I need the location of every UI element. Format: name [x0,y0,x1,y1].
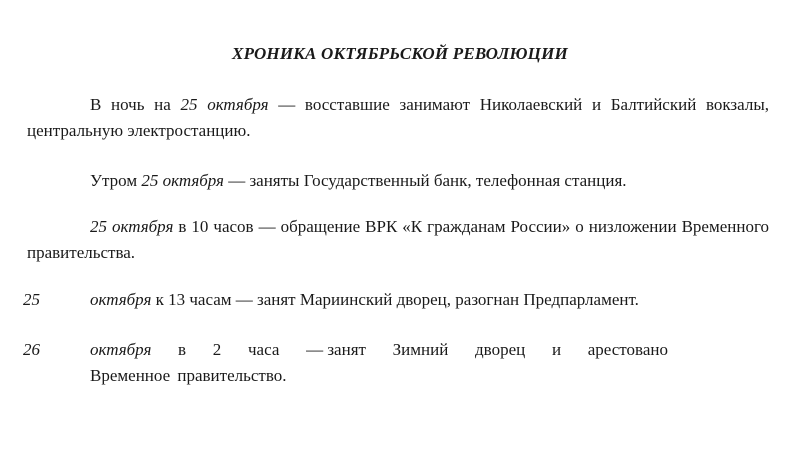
entry-5-word: 2 [212,340,222,359]
chronicle-entry-4 [0,287,800,313]
paragraph-1-date: 25 октября [180,95,269,114]
entry-4-month: октября [90,290,152,309]
entry-5-word: дворец [475,340,526,359]
paragraph-1-lead: В ночь на [90,95,181,114]
entry-5-line-1 [90,337,668,363]
paragraph-2-text: — заняты Государственный банк, телефонная станция. [223,171,627,190]
entry-5-word: арестовано [587,340,668,359]
entry-4-body [90,287,639,313]
document-title: ХРОНИКА ОКТЯБРЬСКОЙ РЕВОЛЮЦИИ [232,44,568,63]
chronicle-paragraph-3 [27,214,769,266]
entry-5-word: Зимний [392,340,449,359]
entry-5-word: — занят [306,340,366,359]
entry-4-text: к 13 часам — занят Мариинский дворец, разогнан Предпарламент. [151,290,639,309]
entry-5-month: октября [90,340,152,359]
entry-5-word: и [551,340,562,359]
paragraph-3-text: в 10 часов — обращение ВРК «К гражданам России» о низложении Временного правительства. [27,217,770,262]
entry-5-word: часа [247,340,280,359]
paragraph-1-text: — восставшие занимают Николаевский и Балтийский вокзалы, центральную электростанцию. [27,95,769,140]
entry-4-day: 25 [23,290,40,309]
paragraph-2-lead: Утром [90,171,142,190]
entry-5-word: в [178,340,187,359]
chronicle-entry-5 [0,337,800,389]
entry-5-day: 26 [23,340,40,359]
chronicle-paragraph-2 [27,168,769,194]
entry-5-line-2: Временное правительство. [90,366,287,385]
chronicle-paragraph-1 [27,92,769,144]
paragraph-3-date: 25 октября [90,217,174,236]
paragraph-2-date: 25 октября [141,171,224,190]
